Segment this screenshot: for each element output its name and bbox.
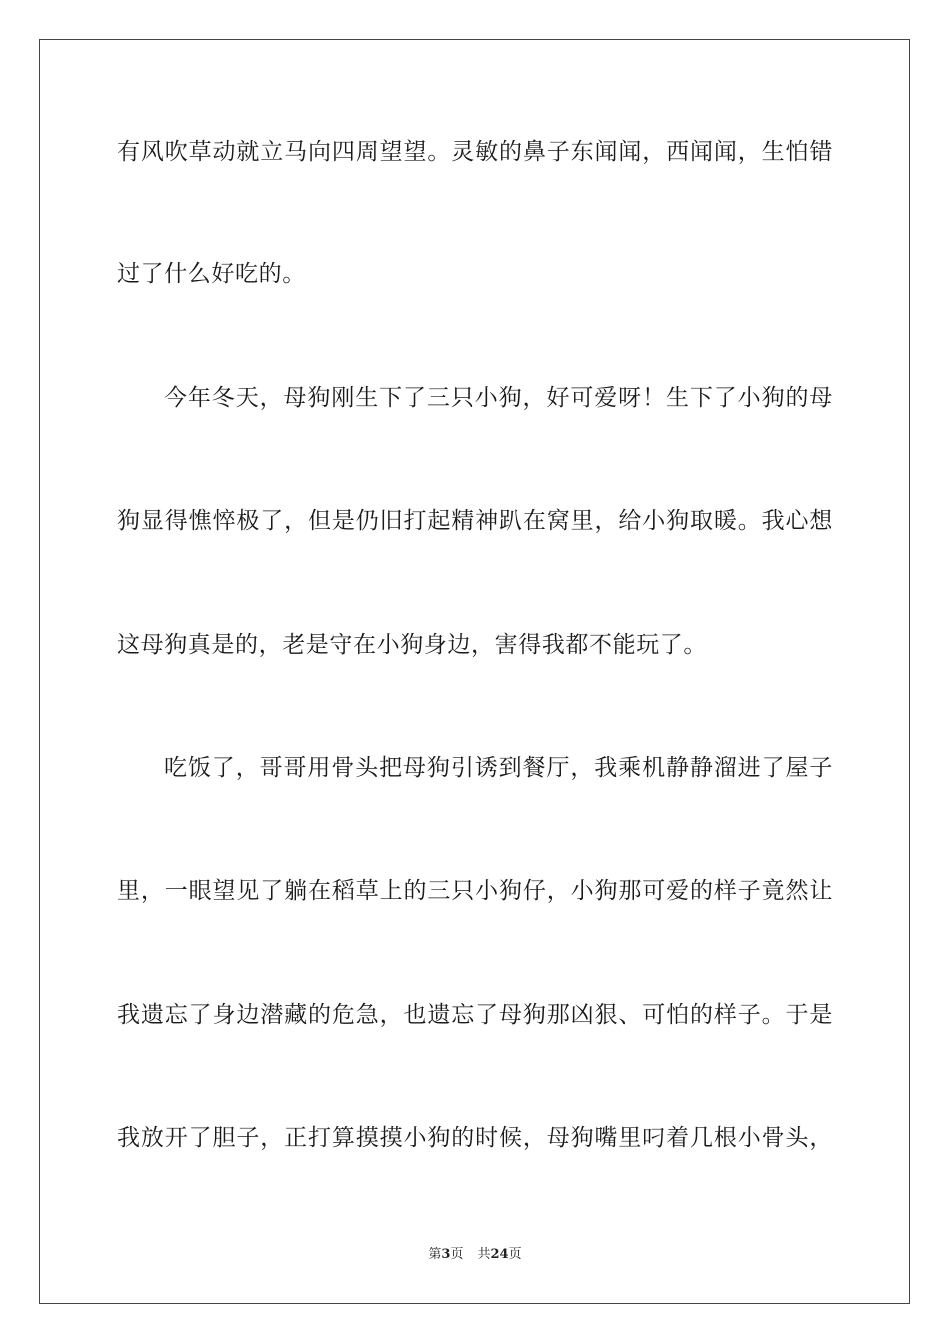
page-number: 3 <box>441 1247 451 1262</box>
text-line: 我遗忘了身边潜藏的危急，也遗忘了母狗那凶狠、可怕的样子。于是 <box>117 1002 833 1028</box>
page-footer <box>0 1246 950 1264</box>
total-pages: 24 <box>490 1247 509 1262</box>
page-label-prefix: 第 <box>428 1247 442 1262</box>
page-border <box>39 39 910 1304</box>
text-line: 狗显得憔悴极了，但是仍旧打起精神趴在窝里，给小狗取暖。我心想 <box>117 508 833 534</box>
paragraph-start-line: 吃饭了，哥哥用骨头把母狗引诱到餐厅，我乘机静静溜进了屋子 <box>164 755 833 781</box>
text-line: 里，一眼望见了躺在稻草上的三只小狗仔，小狗那可爱的样子竟然让 <box>117 878 833 904</box>
text-line: 我放开了胆子，正打算摸摸小狗的时候，母狗嘴里叼着几根小骨头， <box>117 1125 833 1151</box>
text-line: 这母狗真是的，老是守在小狗身边，害得我都不能玩了。 <box>117 632 707 658</box>
total-label-suffix: 页 <box>508 1247 522 1262</box>
text-line: 过了什么好吃的。 <box>117 261 306 287</box>
paragraph-start-line: 今年冬天，母狗刚生下了三只小狗，好可爱呀！生下了小狗的母 <box>164 385 833 411</box>
text-line: 有风吹草动就立马向四周望望。灵敏的鼻子东闻闻，西闻闻，生怕错 <box>117 139 833 165</box>
page-label-suffix: 页 <box>450 1247 464 1262</box>
total-label-prefix: 共 <box>477 1247 491 1262</box>
